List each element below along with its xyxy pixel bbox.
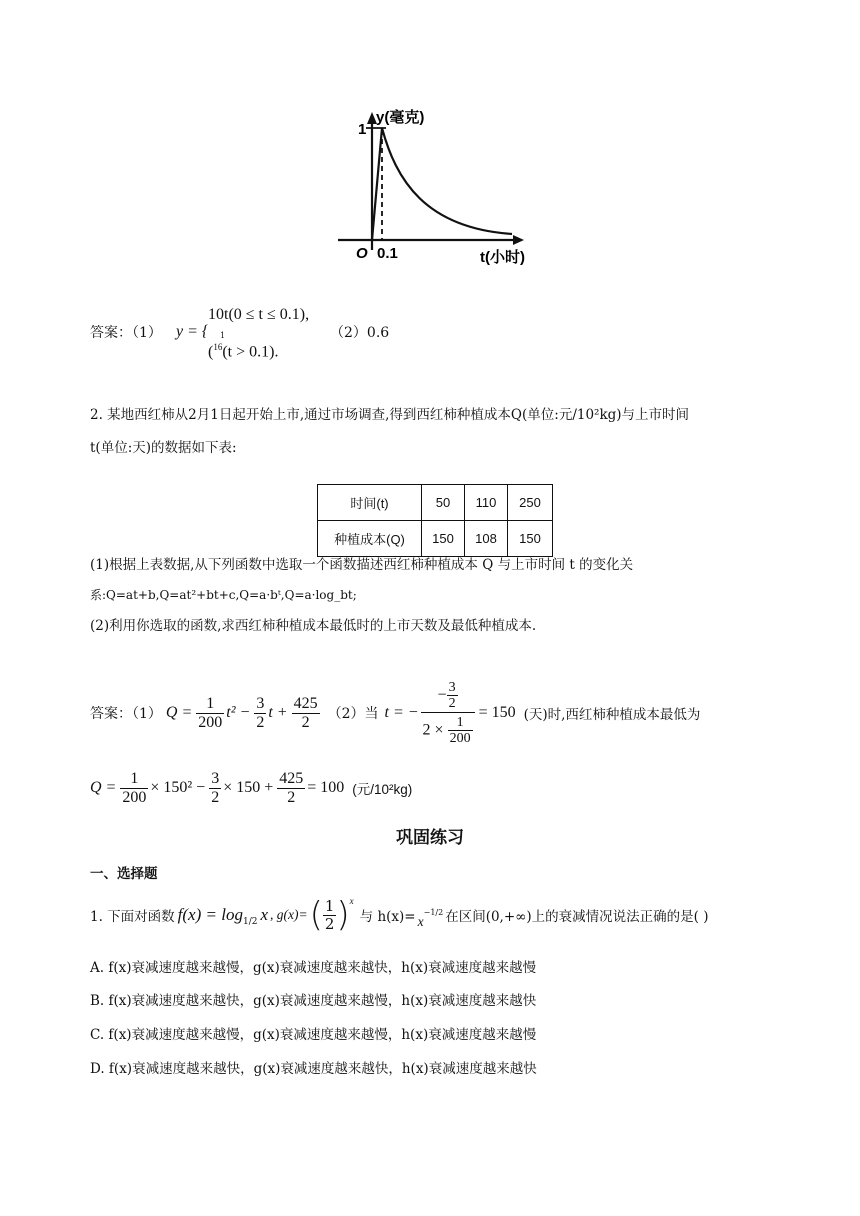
decay-curve bbox=[382, 128, 512, 234]
section-subtitle: 一、选择题 bbox=[90, 866, 158, 881]
fraction: $\frac{1}{200}$ bbox=[198, 694, 223, 731]
term: × 150² − bbox=[150, 779, 206, 796]
answer2-unit: (元/10²kg) bbox=[352, 782, 413, 797]
answer2-tail: (天)时,西红柿种植成本最低为 bbox=[523, 707, 701, 723]
term: = 100 bbox=[307, 779, 345, 796]
answer2-line2 bbox=[90, 764, 412, 812]
option-c: C. f(x)衰减速度越来越慢，g(x)衰减速度越来越慢，h(x)衰减速度越来越慢 bbox=[90, 1027, 537, 1043]
answer1-case2-small: 1 bbox=[220, 331, 226, 340]
answer2-q: Q = bbox=[165, 704, 193, 721]
answer2-mid: （2）当 bbox=[327, 706, 379, 722]
fx-arg: x bbox=[260, 905, 268, 924]
paren-right-icon: ) bbox=[336, 895, 350, 935]
concentration-graph bbox=[330, 100, 550, 275]
answer1-part2: （2）0.6 bbox=[330, 325, 390, 341]
option-a: A. f(x)衰减速度越来越慢，g(x)衰减速度越来越快，h(x)衰减速度越来越慢 bbox=[90, 960, 537, 976]
answer1-case2: ($^{16}$(t > 0.1). bbox=[208, 342, 279, 361]
q2-part1-line2: 系:Q=at+b,Q=at²+bt+c,Q=a·bᵗ,Q=a·log_bt; bbox=[90, 588, 357, 602]
stem-text: 与 h(x)= bbox=[359, 909, 416, 925]
option-d: D. f(x)衰减速度越来越快，g(x)衰减速度越来越快，h(x)衰减速度越来越快 bbox=[90, 1061, 537, 1077]
section-title: 巩固练习 bbox=[396, 828, 464, 847]
hx-base: x bbox=[417, 914, 424, 929]
q2-part1-line1: (1)根据上表数据,从下列函数中选取一个函数描述西红柿种植成本 Q 与上市时间 t 的变化关 bbox=[90, 557, 634, 573]
gx-exp: x bbox=[349, 896, 354, 906]
term: Q = bbox=[90, 779, 117, 796]
mc1-stem bbox=[90, 890, 709, 940]
paren-left-icon: ( bbox=[309, 895, 323, 935]
stem-text: 在区间(0,+∞)上的衰减情况说法正确的是( ) bbox=[445, 909, 709, 925]
term: × 150 + bbox=[223, 779, 274, 796]
origin-label: O bbox=[356, 245, 368, 262]
fraction: $\frac{1}{2}$ bbox=[324, 897, 335, 933]
answer2-line1 bbox=[90, 673, 700, 753]
fx-label: f(x) = log bbox=[177, 905, 243, 924]
table-cell: 时间(t) bbox=[318, 485, 422, 521]
table-cell: 250 bbox=[508, 485, 553, 521]
table-row bbox=[318, 521, 553, 557]
q2-line2: t(单位:天)的数据如下表: bbox=[90, 440, 237, 456]
fraction: $\frac{3}{2}$ bbox=[211, 769, 220, 806]
q2-part2: (2)利用你选取的函数,求西红柿种植成本最低时的上市天数及最低种植成本. bbox=[90, 618, 537, 634]
term: t = − bbox=[384, 704, 419, 721]
hx-exp: −1/2 bbox=[423, 907, 444, 917]
fx-base: 1/2 bbox=[242, 917, 258, 927]
table-cell: 种植成本(Q) bbox=[318, 521, 422, 557]
option-b: B. f(x)衰减速度越来越快，g(x)衰减速度越来越慢，h(x)衰减速度越来越快 bbox=[90, 993, 537, 1009]
table-cell: 150 bbox=[508, 521, 553, 557]
table-row bbox=[318, 485, 553, 521]
compound-fraction: − $\frac{3}{2}$ 2 × $\frac{1}{200}$ bbox=[421, 680, 475, 747]
y-axis-label: y(毫克) bbox=[376, 109, 425, 126]
gx-label: , g(x)= bbox=[270, 907, 308, 922]
x-tick-label: 0.1 bbox=[377, 245, 398, 262]
term: t² − bbox=[226, 704, 251, 721]
data-table bbox=[317, 484, 553, 557]
answer1-prefix: 答案：（1） bbox=[90, 325, 162, 341]
term: t + bbox=[268, 704, 288, 721]
fraction: $\frac{425}{2}$ bbox=[279, 769, 304, 806]
x-axis-arrow bbox=[513, 235, 524, 245]
table-cell: 150 bbox=[422, 521, 465, 557]
x-axis-label: t(小时) bbox=[480, 249, 525, 266]
term: = 150 bbox=[478, 704, 516, 721]
answer1-case1: 10t(0 ≤ t ≤ 0.1), bbox=[208, 306, 310, 323]
fraction: $\frac{1}{200}$ bbox=[122, 769, 147, 806]
table-cell: 110 bbox=[465, 485, 508, 521]
table-cell: 108 bbox=[465, 521, 508, 557]
fraction: $\frac{425}{2}$ bbox=[293, 694, 318, 731]
q2-line1: 2. 某地西红柿从2月1日起开始上市,通过市场调查,得到西红柿种植成本Q(单位:元/10²kg)与上市时间 bbox=[90, 407, 690, 423]
answer1-y-eq: y = { bbox=[176, 323, 209, 340]
stem-text: 1. 下面对函数 bbox=[90, 909, 175, 925]
y-tick-label: 1 bbox=[358, 121, 367, 138]
linear-segment bbox=[372, 128, 382, 240]
fraction: $\frac{3}{2}$ bbox=[256, 694, 265, 731]
table-cell: 50 bbox=[422, 485, 465, 521]
answer2-prefix: 答案：（1） bbox=[90, 706, 162, 722]
